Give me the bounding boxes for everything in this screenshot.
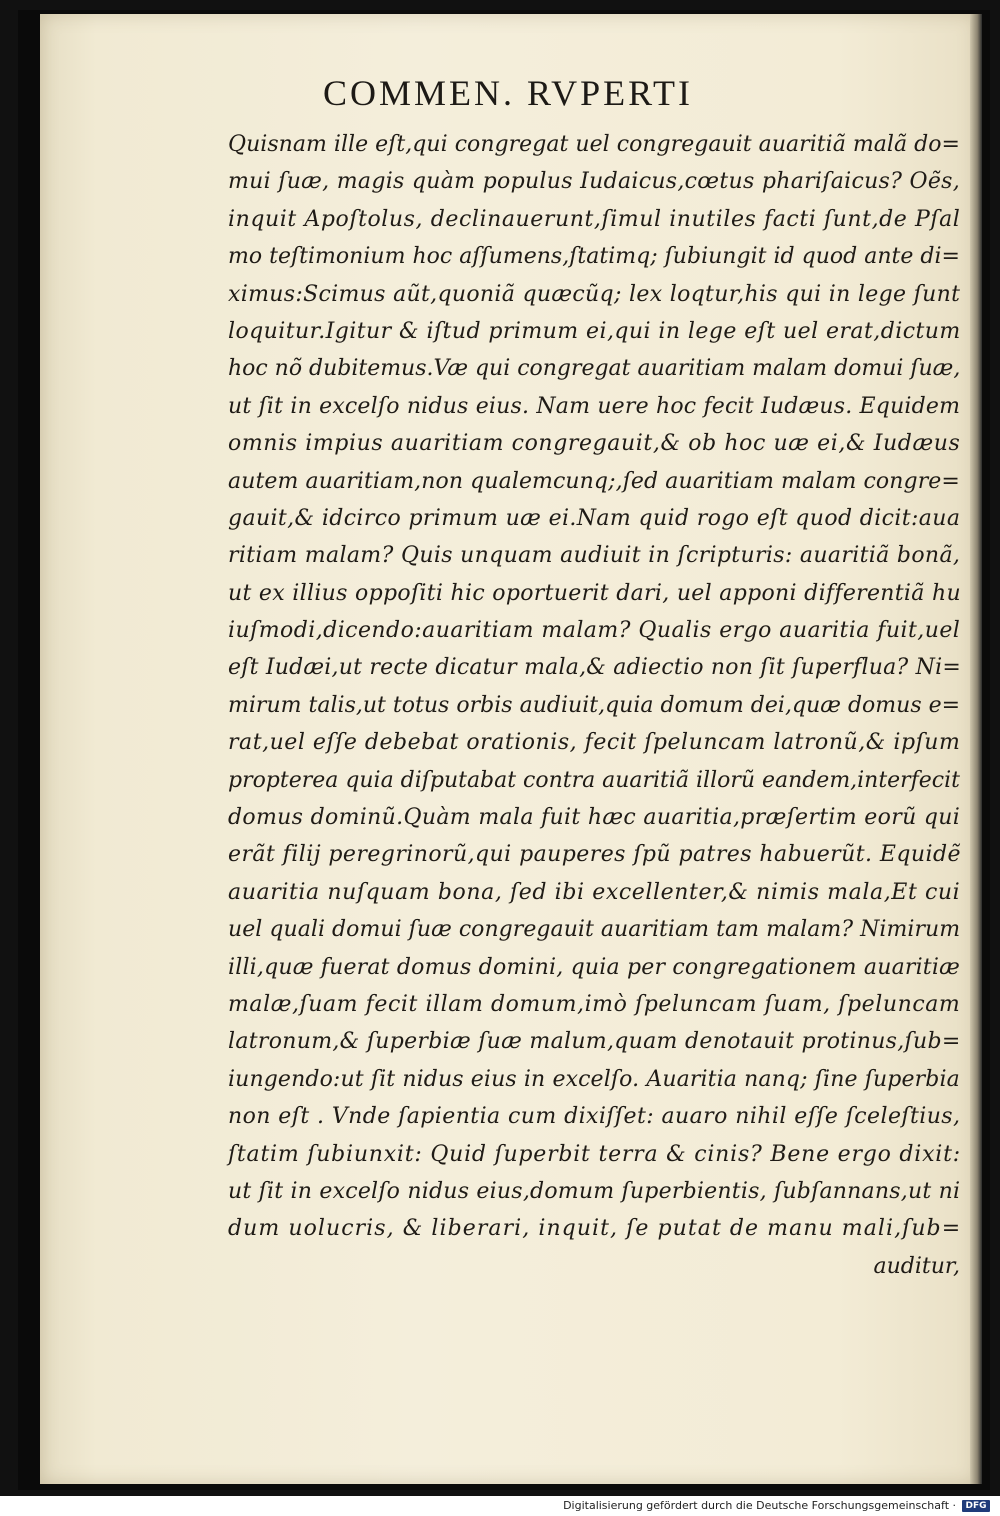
page-edge [970, 14, 982, 1484]
text-line: autem auaritiam,non qualemcunq;,ſed auaritiam malam congre= [228, 468, 960, 494]
text-line: ritiam malam? Quis unquam audiuit in ſcripturis: auaritiã bonã, [228, 543, 961, 569]
text-line: mui ſuæ, magis quàm populus Iudaicus,cœtus phariſaicus? Oẽs, [228, 169, 961, 195]
funding-notice: Digitalisierung gefördert durch die Deutsche Forschungsgemeinschaft · [563, 1499, 956, 1512]
text-line: illi,quæ fuerat domus domini, quia per congregationem auaritiæ [228, 954, 960, 980]
funding-footer [0, 1496, 1000, 1516]
text-line: domus dominũ.Quàm mala fuit hæc auaritia,præſertim eorũ qui [228, 805, 961, 831]
text-line: ut ſit in excelſo nidus eius. Nam uere hoc fecit Iudæus. Equidem [228, 393, 961, 419]
text-line: loquitur.Igitur & iſtud primum ei,qui in lege eſt uel erat,dictum [228, 318, 961, 344]
text-line: auaritia nuſquam bona, ſed ibi excellenter,& nimis mala,Et cui [228, 879, 961, 905]
text-line: latronum,& ſuperbiæ ſuæ malum,quam denotauit protinus,ſub= [228, 1029, 961, 1055]
text-line: mirum talis,ut totus orbis audiuit,quia domum dei,quæ domus e= [228, 692, 961, 718]
dfg-logo: DFG [962, 1500, 990, 1512]
catchword: auditur, [873, 1253, 960, 1279]
text-line: eſt Iudæi,ut recte dicatur mala,& adiectio non ſit ſuperflua? Ni= [228, 655, 961, 681]
text-line: erãt filij peregrinorũ,qui pauperes ſpũ patres habuerũt. Equidẽ [228, 842, 961, 868]
text-line: dum uolucris, & liberari, inquit, ſe putat de manu mali,ſub= [228, 1216, 962, 1242]
text-block [228, 126, 960, 1285]
text-line: iuſmodi,dicendo:auaritiam malam? Qualis ergo auaritia fuit,uel [228, 618, 961, 644]
text-line: uel quali domui ſuæ congregauit auaritiam tam malam? Nimirum [228, 917, 961, 943]
text-line: hoc nõ dubitemus.Væ qui congregat auaritiam malam domui ſuæ, [228, 356, 961, 382]
text-line: ut ſit in excelſo nidus eius,domum ſuperbientis, ſubſannans,ut ni [228, 1178, 961, 1204]
text-line: malæ,ſuam fecit illam domum,imò ſpeluncam ſuam, ſpeluncam [228, 991, 961, 1017]
text-line: non eſt . Vnde ſapientia cum dixiſſet: auaro nihil eſſe ſceleſtius, [228, 1104, 961, 1130]
text-line: ximus:Scimus aũt,quoniã quæcũq; lex loqtur,his qui in lege ſunt [228, 281, 961, 307]
text-line: omnis impius auaritiam congregauit,& ob hoc uæ ei,& Iudæus [228, 431, 961, 457]
text-line: iungendo:ut ſit nidus eius in excelſo. Auaritia nanq; ſine ſuperbia [228, 1066, 960, 1092]
text-line: gauit,& idcirco primum uæ ei.Nam quid rogo eſt quod dicit:aua [228, 505, 961, 531]
text-line: Quisnam ille eſt,qui congregat uel congregauit auaritiã malã do= [228, 132, 961, 157]
text-line: ut ex illius oppoſiti hic oportuerit dari, uel apponi differentiã hu [228, 580, 961, 606]
text-line: rat,uel eſſe debebat orationis, fecit ſpeluncam latronũ,& ipſum [228, 730, 961, 756]
text-line: mo teſtimonium hoc aſſumens,ſtatimq; ſubiungit id quod ante di= [228, 244, 961, 270]
running-head: COMMEN. RVPERTI [323, 73, 693, 113]
text-line: ſtatim ſubiunxit: Quid ſuperbit terra & cinis? Bene ergo dixit: [228, 1141, 961, 1167]
text-line: propterea quia diſputabat contra auaritiã illorũ eandem,interfecit [228, 767, 960, 793]
book-page [40, 14, 976, 1484]
text-line: inquit Apoſtolus, declinauerunt,ſimul inutiles facti ſunt,de Pſal [228, 206, 961, 232]
